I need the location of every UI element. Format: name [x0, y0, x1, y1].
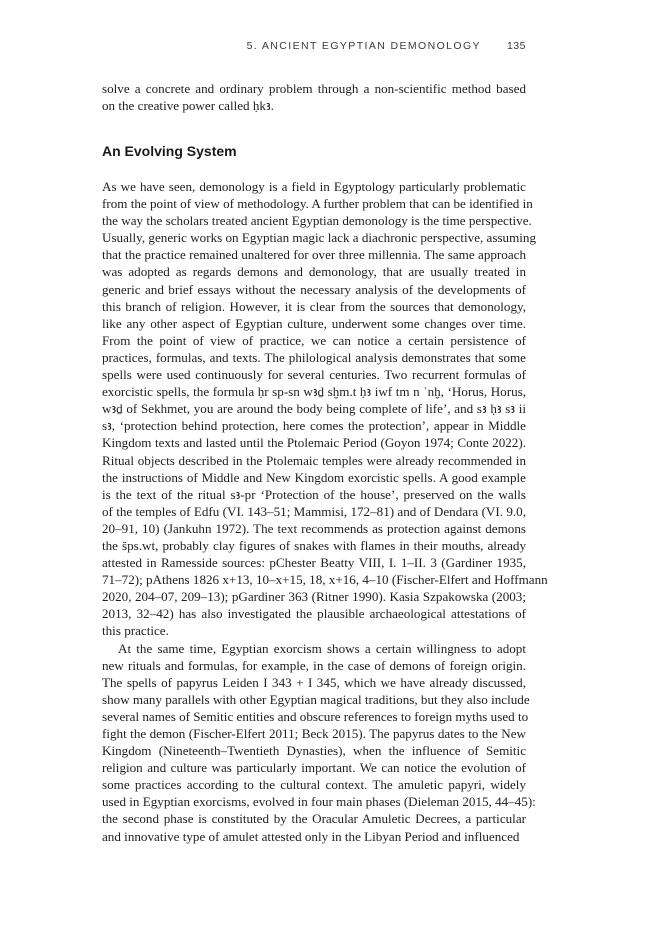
- intro-paragraph: [102, 80, 526, 114]
- text-line: Ritual objects described in the Ptolemaic temples were already recommended in: [102, 452, 526, 468]
- text-line: the šps.wt, probably clay figures of snakes with flames in their mouths, already: [102, 537, 526, 553]
- text-line: from the point of view of methodology. A further problem that can be identified in: [102, 196, 533, 212]
- text-line: some practices according to the cultural context. The amuletic papyri, widely: [102, 777, 526, 793]
- text-line: 2020, 204–07, 209–13); pGardiner 363 (Ritner 1990). Kasia Szpakowska (2003;: [102, 589, 526, 605]
- paragraph-1: [102, 178, 548, 640]
- text-line: on the creative power called ḥkꜣ.: [102, 98, 274, 114]
- text-line: this branch of religion. However, it is clear from the sources that demonology,: [102, 298, 526, 314]
- text-line: used in Egyptian exorcisms, evolved in four main phases (Dieleman 2015, 44–45):: [102, 794, 536, 810]
- text-line: is the text of the ritual sꜣ-pr ‘Protection of the house’, preserved on the walls: [102, 486, 526, 502]
- running-head: [102, 40, 526, 52]
- body-text: [102, 178, 548, 845]
- text-line: this practice.: [102, 623, 169, 639]
- text-line: the second phase is constituted by the Oracular Amuletic Decrees, a particular: [102, 811, 526, 827]
- text-line: of the temples of Edfu (VI. 143–51; Mammisi, 172–81) and of Dendara (VI. 9.0,: [102, 503, 526, 519]
- text-line: fight the demon (Fischer-Elfert 2011; Beck 2015). The papyrus dates to the New: [102, 726, 526, 741]
- text-line: As we have seen, demonology is a field in Egyptology particularly problematic: [102, 179, 526, 194]
- text-line: and innovative type of amulet attested only in the Libyan Period and influenced: [102, 828, 520, 844]
- text-line: like any other aspect of Egyptian culture, underwent some changes over time.: [102, 315, 526, 331]
- text-line: 20–91, 10) (Jankuhn 1972). The text recommends as protection against demons: [102, 520, 526, 536]
- paragraph-2: [102, 640, 536, 845]
- text-line: the instructions of Middle and New Kingdom exorcistic spells. A good example: [102, 469, 526, 485]
- text-line: From the point of view of practice, we can notice a certain persistence of: [102, 332, 526, 348]
- text-line: Usually, generic works on Egyptian magic lack a diachronic perspective, assuming: [102, 230, 537, 246]
- text-line: exorcistic spells, the formula ḥr sp-sn wꜣḏ sḫm.t ḥꜣ iwf tm n ʿnḫ, ‘Horus, Horus,: [102, 384, 526, 400]
- text-line: wꜣḏ of Sekhmet, you are around the body being complete of life’, and sꜣ ḥꜣ sꜣ ii: [102, 401, 526, 417]
- text-line: The spells of papyrus Leiden I 343 + I 345, which we have already discussed,: [102, 674, 526, 690]
- text-line: Kingdom texts and lasted until the Ptolemaic Period (Goyon 1974; Conte 2022).: [102, 435, 526, 451]
- chapter-title: 5. ANCIENT EGYPTIAN DEMONOLOGY: [246, 40, 481, 52]
- text-line: the way the scholars treated ancient Egyptian demonology is the time perspective.: [102, 213, 532, 229]
- text-line: sꜣ, ‘protection behind protection, here comes the protection’, appear in Middle: [102, 418, 526, 434]
- text-line: 71–72); pAthens 1826 x+13, 10–x+15, 18, x+16, 4–10 (Fischer-Elfert and Hoffmann: [102, 572, 548, 588]
- text-line: At the same time, Egyptian exorcism shows a certain willingness to adopt: [118, 640, 526, 656]
- text-line: 2013, 32–42) has also investigated the plausible archaeological attestations of: [102, 606, 526, 622]
- text-line: spells were used continuously for several centuries. Two recurrent formulas of: [102, 367, 526, 383]
- text-line: several names of Semitic entities and obscure references to foreign myths used to: [102, 708, 529, 724]
- text-line: attested in Ramesside sources: pChester Beatty VIII, I. 1–II. 3 (Gardiner 1935,: [102, 555, 526, 571]
- text-line: solve a concrete and ordinary problem through a non-scientific method based: [102, 81, 526, 96]
- text-line: religion and culture was particularly important. We can notice the evolution of: [102, 760, 526, 776]
- text-line: generic and brief essays without the necessary analysis of the developments of: [102, 281, 526, 297]
- text-line: Kingdom (Nineteenth–Twentieth Dynasties), when the influence of Semitic: [102, 743, 526, 759]
- text-line: new rituals and formulas, for example, in the case of demons of foreign origin.: [102, 657, 526, 673]
- page-number: 135: [506, 40, 526, 52]
- text-line: practices, formulas, and texts. The philological analysis demonstrates that some: [102, 349, 526, 365]
- section-heading: An Evolving System: [102, 143, 237, 159]
- text-line: that the practice remained unaltered for over three millennia. The same approach: [102, 247, 526, 263]
- text-line: was adopted as regards demons and demonology, that are usually treated in: [102, 264, 526, 280]
- text-line: show many parallels with other Egyptian magical traditions, but they also include: [102, 691, 530, 707]
